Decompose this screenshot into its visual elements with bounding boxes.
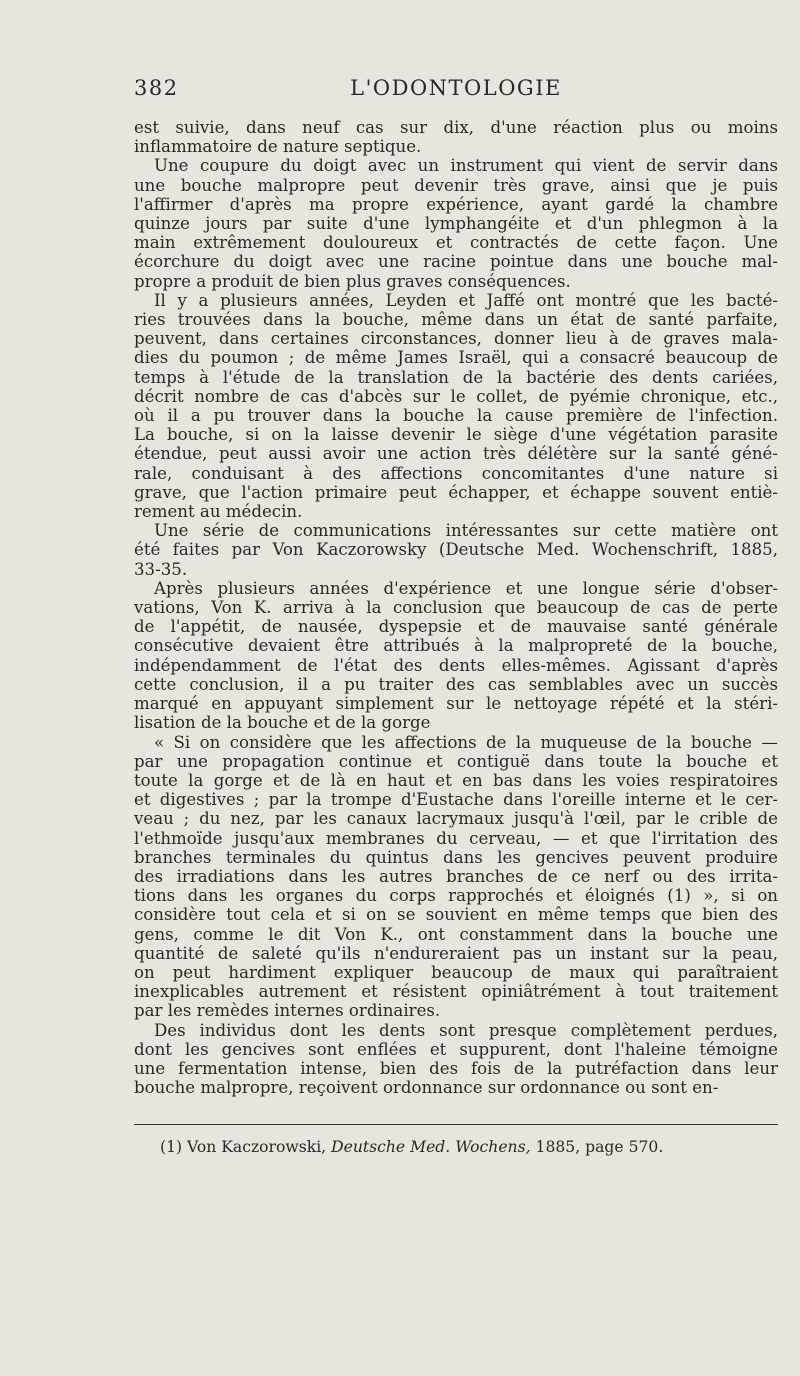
text-line: marqué en appuyant simplement sur le nettoyage répété et la stéri-: [134, 694, 778, 714]
text-line: rale, conduisant à des affections concomitantes d'une nature si: [134, 463, 778, 483]
text-line: bouche malpropre, reçoivent ordonnance sur ordonnance ou sont en-: [134, 1078, 719, 1098]
text-line: ries trouvées dans la bouche, même dans un état de santé parfaite,: [134, 310, 778, 330]
text-line: Il y a plusieurs années, Leyden et Jaffé ont montré que les bacté-: [154, 290, 778, 310]
text-line: propre a produit de bien plus graves conséquences.: [134, 271, 571, 291]
text-line: main extrêmement douloureux et contractés de cette façon. Une: [134, 233, 778, 253]
text-line: La bouche, si on la laisse devenir le siège d'une végétation parasite: [134, 425, 778, 445]
text-line: rement au médecin.: [134, 502, 303, 522]
running-title: L'ODONTOLOGIE: [350, 76, 562, 100]
text-line: l'ethmoïde jusqu'aux membranes du cerveau, — et que l'irritation des: [134, 828, 778, 848]
text-line: où il a pu trouver dans la bouche la cause première de l'infection.: [134, 406, 778, 426]
footnote: [160, 1138, 780, 1157]
text-line: « Si on considère que les affections de la muqueuse de la bouche —: [154, 732, 778, 752]
text-line: consécutive devaient être attribués à la malpropreté de la bouche,: [134, 636, 778, 656]
text-line: Après plusieurs années d'expérience et une longue série d'obser-: [154, 578, 778, 598]
footnote-suffix: 1885, page 570.: [530, 1138, 664, 1156]
text-line: on peut hardiment expliquer beaucoup de maux qui paraîtraient: [134, 962, 778, 982]
text-line: est suivie, dans neuf cas sur dix, d'une réaction plus ou moins: [134, 118, 778, 137]
text-line: une bouche malpropre peut devenir très grave, ainsi que je puis: [134, 175, 778, 195]
text-line: décrit nombre de cas d'abcès sur le collet, de pyémie chronique, etc.,: [134, 386, 778, 406]
text-line: Des individus dont les dents sont presque complètement perdues,: [154, 1020, 778, 1040]
page-header: [134, 76, 778, 106]
footnote-prefix: (1) Von Kaczorowski,: [160, 1138, 332, 1156]
text-line: des irradiations dans les autres branches de ce nerf ou des irrita-: [134, 866, 778, 886]
text-line: indépendamment de l'état des dents elles-mêmes. Agissant d'après: [134, 655, 778, 675]
text-line: tions dans les organes du corps rapprochés et éloignés (1) », si on: [134, 886, 778, 906]
text-line: branches terminales du quintus dans les gencives peuvent produire: [134, 847, 778, 867]
text-line: lisation de la bouche et de la gorge: [134, 713, 431, 733]
text-line: vations, Von K. arriva à la conclusion que beaucoup de cas de perte: [134, 598, 778, 618]
footnote-journal: Deutsche Med. Wochens,: [331, 1138, 531, 1156]
footnote-separator: [134, 1124, 778, 1125]
text-line: l'affirmer d'après ma propre expérience, ayant gardé la chambre: [134, 194, 778, 214]
body-text: [134, 118, 778, 1097]
text-line: inflammatoire de nature septique.: [134, 137, 422, 157]
text-line: veau ; du nez, par les canaux lacrymaux jusqu'à l'œil, par le crible de: [134, 809, 778, 829]
text-line: quinze jours par suite d'une lymphangéite et d'un phlegmon à la: [134, 214, 778, 234]
text-line: grave, que l'action primaire peut échapper, et échappe souvent entiè-: [134, 482, 778, 502]
text-line: Une série de communications intéressantes sur cette matière ont: [154, 521, 778, 541]
text-line: écorchure du doigt avec une racine pointue dans une bouche mal-: [134, 252, 778, 272]
text-line: et digestives ; par la trompe d'Eustache dans l'oreille interne et le cer-: [134, 790, 778, 810]
text-line: considère tout cela et si on se souvient en même temps que bien des: [134, 905, 778, 925]
page-number: 382: [134, 76, 179, 100]
text-line: une fermentation intense, bien des fois de la putréfaction dans leur: [134, 1058, 778, 1078]
text-line: de l'appétit, de nausée, dyspepsie et de mauvaise santé générale: [134, 617, 778, 637]
text-line: 33-35.: [134, 559, 188, 579]
text-line: quantité de saleté qu'ils n'endureraient pas un instant sur la peau,: [134, 943, 778, 963]
text-line: inexplicables autrement et résistent opiniâtrément à tout traitement: [134, 982, 778, 1002]
text-line: par les remèdes internes ordinaires.: [134, 1001, 441, 1021]
text-line: peuvent, dans certaines circonstances, donner lieu à de graves mala-: [134, 329, 778, 349]
text-line: gens, comme le dit Von K., ont constamment dans la bouche une: [134, 924, 778, 944]
text-line: été faites par Von Kaczorowsky (Deutsche Med. Wochenschrift, 1885,: [134, 540, 778, 560]
text-line: dont les gencives sont enflées et suppurent, dont l'haleine témoigne: [134, 1039, 778, 1059]
text-line: cette conclusion, il a pu traiter des cas semblables avec un succès: [134, 674, 778, 694]
text-line: toute la gorge et de là en haut et en bas dans les voies respiratoires: [134, 770, 778, 790]
text-line: étendue, peut aussi avoir une action très délétère sur la santé géné-: [134, 444, 778, 464]
text-line: dies du poumon ; de même James Israël, qui a consacré beaucoup de: [134, 348, 778, 368]
text-line: par une propagation continue et contiguë dans toute la bouche et: [134, 751, 778, 771]
text-line: Une coupure du doigt avec un instrument qui vient de servir dans: [154, 156, 778, 176]
text-line: temps à l'étude de la translation de la bactérie des dents cariées,: [134, 367, 778, 387]
